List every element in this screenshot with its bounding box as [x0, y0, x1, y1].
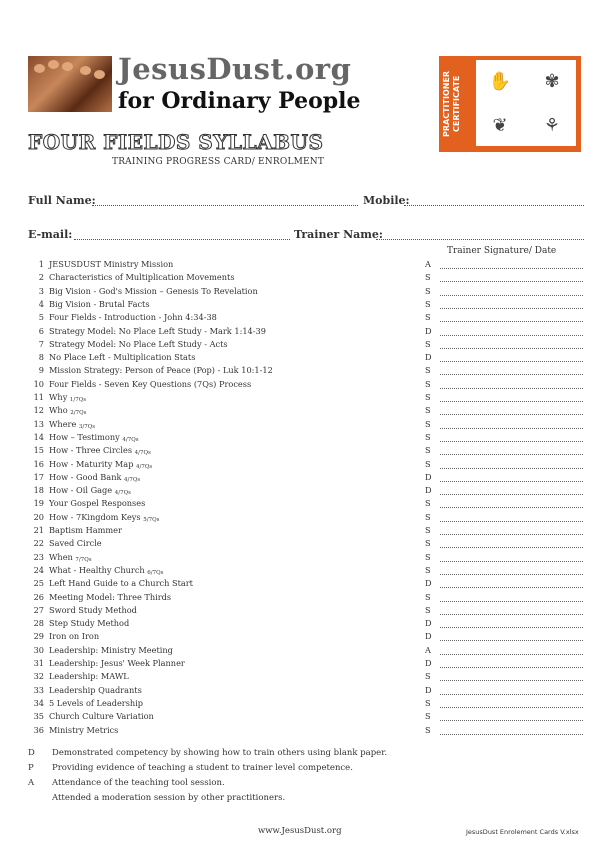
module-row: [28, 485, 588, 498]
legend-item: [28, 763, 353, 773]
module-title: Big Vision - God's Mission – Genesis To Revelation: [49, 285, 258, 296]
signature-line[interactable]: [440, 374, 583, 375]
module-row: [28, 459, 588, 472]
seedlings-icon: ⚘: [543, 114, 561, 136]
module-name: [49, 459, 152, 470]
module-title: Why: [49, 392, 70, 402]
full-name-field[interactable]: [92, 205, 358, 206]
signature-line[interactable]: [440, 614, 583, 615]
module-number: 24: [33, 564, 44, 575]
module-number: 7: [38, 338, 44, 349]
module-row: [28, 286, 588, 299]
module-row: [28, 405, 588, 418]
module-code: D: [425, 631, 432, 642]
module-name: [49, 379, 251, 390]
module-name: [49, 472, 140, 483]
module-question-ref: 4/7Qs: [124, 476, 141, 483]
module-title: Big Vision - Brutal Facts: [49, 298, 150, 309]
module-number: 25: [33, 578, 44, 589]
module-title: Strategy Model: No Place Left Study - Acts: [49, 338, 228, 349]
legend-text: Attendance of the teaching tool session.: [52, 778, 225, 788]
module-code: D: [425, 578, 432, 589]
signature-line[interactable]: [440, 308, 583, 309]
module-row: [28, 711, 588, 724]
legend-item: [28, 748, 387, 758]
module-code: S: [425, 431, 431, 442]
signature-line[interactable]: [440, 335, 583, 336]
module-code: S: [425, 604, 431, 615]
signature-line[interactable]: [440, 295, 583, 296]
signature-line[interactable]: [440, 547, 583, 548]
module-number: 17: [33, 471, 44, 482]
signature-line[interactable]: [440, 601, 583, 602]
email-label: E-mail:: [28, 228, 73, 241]
signature-line[interactable]: [440, 468, 583, 469]
certificate-label: PRACTITIONER CERTIFICATE: [442, 70, 461, 138]
hands-icon: ✋: [488, 70, 512, 92]
module-code: S: [425, 564, 431, 575]
module-question-ref: 4/7Qs: [136, 463, 153, 470]
module-row: [28, 445, 588, 458]
signature-line[interactable]: [440, 428, 583, 429]
module-name: [49, 512, 159, 523]
module-number: 23: [33, 551, 44, 562]
module-code: S: [425, 272, 431, 283]
module-number: 20: [33, 511, 44, 522]
module-title: How - 7Kingdom Keys: [49, 511, 144, 522]
module-row: [28, 379, 588, 392]
module-code: S: [425, 378, 431, 389]
module-name: [49, 419, 95, 430]
module-title: Iron on Iron: [49, 631, 100, 642]
module-title: Your Gospel Responses: [49, 498, 146, 509]
full-name-label: Full Name:: [28, 194, 96, 207]
module-title: Step Study Method: [49, 618, 130, 629]
module-number: 30: [33, 644, 44, 655]
signature-line[interactable]: [440, 414, 583, 415]
module-number: 3: [38, 285, 44, 296]
trainer-name-field[interactable]: [376, 239, 584, 240]
module-title: How - Three Circles: [49, 445, 135, 456]
module-code: S: [425, 365, 431, 376]
trainer-name-label: Trainer Name:: [294, 228, 383, 241]
module-title: Leadership: Jesus' Week Planner: [49, 658, 185, 668]
module-code: S: [425, 298, 431, 309]
module-name: [49, 498, 145, 509]
four-fields-illustration: [476, 60, 576, 146]
module-question-ref: 4/7Qs: [122, 436, 139, 443]
module-title: How - Oil Gage: [49, 485, 115, 496]
module-title: Saved Circle: [49, 538, 102, 549]
logo-tagline: for Ordinary People: [118, 88, 361, 114]
module-number: 18: [33, 485, 44, 496]
module-name: [49, 658, 185, 669]
legend-item: [28, 778, 225, 788]
legend-text: Demonstrated competency by showing how to train others using blank paper.: [52, 748, 388, 758]
module-name: [49, 299, 150, 310]
module-row: [28, 312, 588, 325]
legend-text: Attended a moderation session by other practitioners.: [52, 793, 286, 803]
module-code: S: [425, 591, 431, 602]
module-row: [28, 432, 588, 445]
signature-line[interactable]: [440, 268, 583, 269]
module-row: [28, 645, 588, 658]
signature-line[interactable]: [440, 281, 583, 282]
module-name: [49, 565, 163, 576]
legend-text: Providing evidence of teaching a student to trainer level competence.: [52, 763, 353, 773]
module-row: [28, 698, 588, 711]
module-number: 6: [38, 325, 44, 336]
signature-line[interactable]: [440, 348, 583, 349]
signature-line[interactable]: [440, 707, 583, 708]
module-name: [49, 671, 129, 682]
module-code: A: [425, 644, 431, 655]
signature-line[interactable]: [440, 494, 583, 495]
module-row: [28, 472, 588, 485]
module-number: 28: [33, 618, 44, 629]
signature-line[interactable]: [440, 454, 583, 455]
module-code: D: [425, 618, 432, 629]
module-code: S: [425, 392, 431, 402]
module-question-ref: 1/7Qs: [69, 397, 87, 403]
signature-line[interactable]: [440, 627, 583, 628]
module-question-ref: 5/7Qs: [143, 516, 160, 523]
module-row: [28, 631, 588, 644]
module-question-ref: 7/7Qs: [75, 556, 92, 563]
module-name: [49, 631, 99, 642]
module-row: [28, 685, 588, 698]
module-number: 13: [33, 418, 44, 429]
module-row: [28, 565, 588, 578]
module-number: 4: [38, 298, 44, 309]
module-number: 35: [33, 711, 44, 722]
module-row: [28, 339, 588, 352]
module-question-ref: 2/7Qs: [70, 410, 87, 417]
module-name: [49, 432, 139, 443]
module-title: Four Fields - Seven Key Questions (7Qs) Process: [49, 378, 252, 389]
module-number: 26: [33, 591, 44, 602]
module-title: How – Testimony: [49, 431, 123, 442]
legend-key: A: [28, 778, 35, 788]
module-title: Four Fields - Introduction - John 4:34-38: [49, 312, 217, 323]
signature-line[interactable]: [440, 401, 583, 402]
module-code: S: [425, 418, 431, 429]
module-code: D: [425, 471, 432, 482]
signature-line[interactable]: [440, 680, 583, 681]
mobile-field[interactable]: [404, 205, 584, 206]
module-code: S: [425, 724, 431, 735]
module-title: When: [49, 551, 76, 562]
legend-item: [28, 793, 285, 803]
module-row: [28, 618, 588, 631]
signature-line[interactable]: [440, 667, 583, 668]
module-code: S: [425, 285, 431, 296]
module-name: [49, 578, 193, 589]
module-row: [28, 552, 588, 565]
wheat-sheaf-icon: ❦: [492, 114, 508, 136]
module-name: [49, 645, 173, 656]
module-number: 9: [38, 365, 44, 376]
module-number: 11: [33, 392, 44, 402]
module-number: 10: [33, 378, 44, 389]
module-name: [49, 339, 228, 350]
signature-line[interactable]: [440, 481, 583, 482]
module-code: S: [425, 525, 431, 535]
module-name: [49, 286, 258, 297]
signature-line[interactable]: [440, 507, 583, 508]
module-title: Who: [49, 405, 71, 416]
module-code: S: [425, 511, 431, 522]
module-number: 16: [33, 458, 44, 469]
module-title: Ministry Metrics: [49, 724, 119, 735]
module-title: How - Good Bank: [49, 471, 125, 482]
module-code: S: [425, 697, 431, 708]
module-row: [28, 272, 588, 285]
module-title: Mission Strategy: Person of Peace (Pop) - Luk 10:1-12: [49, 365, 273, 376]
module-number: 19: [33, 498, 44, 509]
module-row: [28, 578, 588, 591]
module-row: [28, 671, 588, 684]
module-title: Leadership: MAWL: [49, 671, 129, 682]
module-row: [28, 592, 588, 605]
email-field[interactable]: [74, 239, 290, 240]
module-code: S: [425, 312, 431, 323]
signature-line[interactable]: [440, 441, 583, 442]
module-title: JESUSDUST Ministry Mission: [49, 259, 174, 269]
module-number: 22: [33, 538, 44, 549]
module-number: 33: [33, 684, 44, 695]
module-code: S: [425, 671, 431, 682]
module-name: [49, 525, 122, 536]
module-name: [49, 685, 142, 696]
module-code: D: [425, 485, 432, 496]
module-name: [49, 326, 266, 337]
signature-line[interactable]: [440, 388, 583, 389]
module-code: D: [425, 658, 432, 668]
module-title: Church Culture Variation: [49, 711, 154, 722]
module-row: [28, 392, 588, 405]
module-name: [49, 485, 131, 496]
signature-line[interactable]: [440, 587, 583, 588]
module-name: [49, 312, 217, 323]
module-code: S: [425, 498, 431, 509]
module-name: [49, 405, 86, 416]
module-name: [49, 365, 273, 376]
module-name: [49, 272, 235, 283]
module-name: [49, 618, 129, 629]
module-title: Meeting Model: Three Thirds: [49, 591, 172, 602]
module-name: [49, 445, 151, 456]
module-code: D: [425, 352, 432, 363]
module-title: Leadership Quadrants: [49, 684, 142, 695]
module-name: [49, 698, 143, 709]
module-title: Baptism Hammer: [49, 525, 122, 535]
module-title: What - Healthy Church: [49, 564, 148, 575]
logo-title: JesusDust.org: [118, 52, 352, 86]
signature-line[interactable]: [440, 640, 583, 641]
module-number: 21: [33, 525, 44, 535]
module-code: D: [425, 684, 432, 695]
page-title: FOUR FIELDS SYLLABUS: [28, 130, 324, 154]
module-question-ref: 6/7Qs: [147, 569, 164, 576]
mobile-label: Mobile:: [363, 194, 410, 207]
module-name: [49, 605, 137, 616]
module-number: 12: [33, 405, 44, 416]
module-number: 31: [33, 658, 44, 668]
module-title: Left Hand Guide to a Church Start: [49, 578, 193, 589]
module-code: S: [425, 458, 431, 469]
signature-line[interactable]: [440, 521, 583, 522]
module-code: S: [425, 445, 431, 456]
module-number: 14: [33, 431, 44, 442]
module-name: [49, 392, 86, 403]
page-subtitle: TRAINING PROGRESS CARD/ ENROLMENT: [112, 157, 325, 167]
sower-icon: ✾: [544, 70, 560, 92]
signature-line[interactable]: [440, 654, 583, 655]
module-row: [28, 365, 588, 378]
module-number: 32: [33, 671, 44, 682]
module-row: [28, 326, 588, 339]
legend-key: D: [28, 748, 35, 758]
module-number: 8: [38, 352, 44, 363]
module-code: S: [425, 711, 431, 722]
module-row: [28, 259, 588, 272]
module-code: S: [425, 405, 431, 416]
module-question-ref: 3/7Qs: [78, 423, 96, 430]
module-name: [49, 725, 118, 736]
module-number: 29: [33, 631, 44, 642]
module-name: [49, 259, 173, 270]
module-number: 34: [33, 697, 44, 708]
footer-file-name: JesusDust Enrolement Cards V.xlsx: [466, 828, 579, 836]
module-number: 27: [33, 604, 44, 615]
legend-key: P: [28, 763, 34, 773]
module-row: [28, 605, 588, 618]
signature-line[interactable]: [440, 321, 583, 322]
module-title: Leadership: Ministry Meeting: [49, 644, 173, 655]
signature-line[interactable]: [440, 734, 583, 735]
module-question-ref: 4/7Qs: [114, 490, 131, 497]
module-number: 36: [33, 724, 44, 735]
module-name: [49, 352, 195, 363]
module-row: [28, 725, 588, 738]
module-question-ref: 4/7Qs: [134, 450, 151, 457]
module-row: [28, 658, 588, 671]
module-title: No Place Left - Multiplication Stats: [49, 352, 196, 363]
logo-feet-photo: [28, 56, 112, 112]
signature-line[interactable]: [440, 534, 583, 535]
signature-line[interactable]: [440, 720, 583, 721]
footer-website: www.JesusDust.org: [258, 826, 342, 836]
module-name: [49, 552, 92, 563]
module-row: [28, 512, 588, 525]
module-code: A: [425, 259, 431, 269]
module-title: Strategy Model: No Place Left Study - Mark 1:14-39: [49, 325, 266, 336]
module-code: S: [425, 551, 431, 562]
module-code: D: [425, 325, 432, 336]
module-name: [49, 538, 102, 549]
module-number: 2: [38, 272, 44, 283]
module-row: [28, 299, 588, 312]
module-row: [28, 352, 588, 365]
signature-line[interactable]: [440, 694, 583, 695]
module-number: 1: [38, 259, 44, 269]
module-row: [28, 419, 588, 432]
module-code: S: [425, 538, 431, 549]
module-number: 5: [38, 312, 44, 323]
module-row: [28, 498, 588, 511]
module-title: 5 Levels of Leadership: [49, 697, 144, 708]
module-name: [49, 592, 171, 603]
module-code: S: [425, 338, 431, 349]
signature-header: Trainer Signature/ Date: [447, 246, 557, 256]
module-title: Characteristics of Multiplication Movements: [49, 272, 235, 283]
module-title: How - Maturity Map: [49, 458, 137, 469]
module-title: Sword Study Method: [49, 604, 137, 615]
signature-line[interactable]: [440, 561, 583, 562]
signature-line[interactable]: [440, 574, 583, 575]
module-title: Where: [49, 418, 79, 429]
module-number: 15: [33, 445, 44, 456]
module-row: [28, 525, 588, 538]
module-name: [49, 711, 154, 722]
module-row: [28, 538, 588, 551]
signature-line[interactable]: [440, 361, 583, 362]
